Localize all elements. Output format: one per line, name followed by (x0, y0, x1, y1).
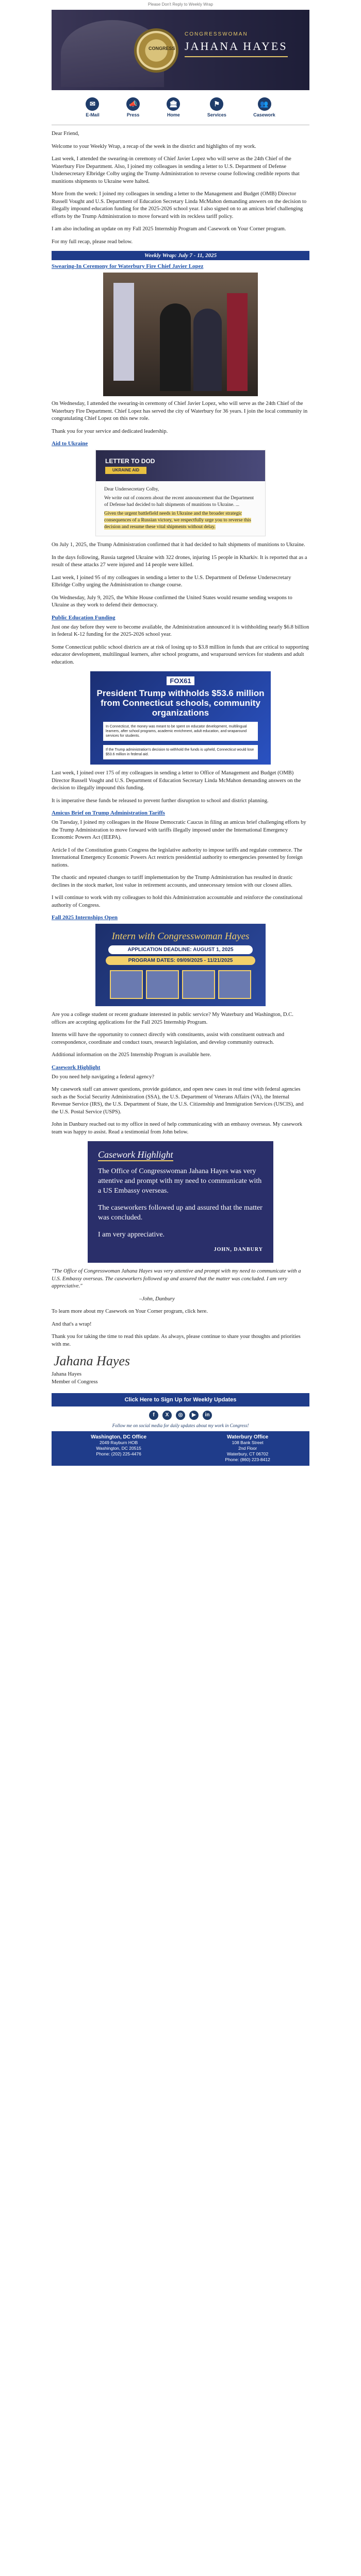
edu-p3: Last week, I joined over 175 of my colleagues in sending a letter to Office of Management and Budget (OMB) Director Russell Vought and U.S. Department of Education Secretary Linda McMahon demanding answers on the decision to illegally impound this funding. (52, 770, 301, 791)
people-icon: 👥 (258, 97, 271, 111)
casework-card-q2: The caseworkers followed up and assured that the matter was concluded. (98, 1204, 262, 1222)
intern-script: Intern with Congresswoman Hayes (111, 931, 250, 942)
intern-photo (146, 970, 179, 999)
casework-quote: "The Office of Congresswoman Jahana Hayes was very attentive and prompt with my need to communicate with a U.S. Embassy overseas. The caseworkers followed up and assured that the matter was concluded. I am very appreciative." (52, 1268, 301, 1289)
office-dc: Washington, DC Office 2049 Rayburn HOB Washington, DC 20515 Phone: (202) 225-4476 (91, 1434, 147, 1456)
intro-p2: Last week, I attended the swearing-in ceremony of Chief Javier Lopez who will serve as the 24th Chief of the Waterbury Fire Department. Also, I joined my colleagues in sending a letter to U.S. Department of Defense Undersecretary Elbridge Colby urging the Trump Administration to reverse course following credible reports that munitions shipments to Ukraine were halted. (52, 156, 300, 184)
nav-press[interactable]: 📣 Press (126, 97, 140, 117)
letter-salutation: Dear Undersecretary Colby, (104, 487, 159, 492)
casework-card-q1: The Office of Congresswoman Jahana Hayes was very attentive and prompt with my need to communicate with a US Embassy overseas. (98, 1167, 262, 1195)
swearing-in-photo (103, 273, 258, 396)
case-p2: My casework staff can answer questions, provide guidance, and open new cases in real time with federal agencies such as the Social Security Administration (SSA), the U.S. Department of Veterans Affairs (VA), the Internal Revenue Service (IRS), the U.S. Department of State, the U.S. Citizenship and Immigration Services (USCIS), and the U.S. Postal Service (USPS). (52, 1087, 304, 1115)
letter-head: LETTER TO DOD (105, 457, 155, 465)
nav-icons (52, 90, 309, 121)
intern-dates: PROGRAM DATES: 09/09/2025 - 11/21/2025 (106, 956, 255, 965)
facebook-icon[interactable]: f (149, 1411, 158, 1420)
instagram-icon[interactable]: ◎ (176, 1411, 185, 1420)
case-p5: And that's a wrap! (52, 1321, 92, 1327)
fox61-sub-1: In Connecticut, the money was meant to be spent on educator development, multilingual learners, after school programs, academic enrichment, adult education, and wraparound services for students. (103, 722, 258, 741)
signoff-name: Jahana Hayes (52, 1371, 81, 1377)
fire-p2: Thank you for your service and dedicated leadership. (52, 428, 168, 434)
office-waterbury: Waterbury Office 108 Bank Street 2nd Floor Waterbury, CT 06702 Phone: (860) 223-8412 (225, 1434, 270, 1462)
intern-p2: Interns will have the opportunity to connect directly with constituents, assist with constituent outreach and correspondence, coordinate and conduct tours, research legislation, and develop community outreach. (52, 1032, 285, 1045)
ukraine-letter-image (95, 450, 266, 536)
flag-icon: ⚑ (210, 97, 223, 111)
intro-p4: I am also including an update on my Fall 2025 Internship Program and Casework on Your Corner program. (52, 226, 286, 232)
case-p3: John in Danbury reached out to my office in need of help communicating with an embassy overseas. My casework team was happy to assist. Read a testimonial from John below. (52, 1122, 303, 1135)
week-bar: Weekly Wrap: July 7 - 11, 2025 (52, 251, 309, 260)
section-title-internships[interactable]: Fall 2025 Internships Open (52, 914, 118, 921)
signoff-title: Member of Congress (52, 1379, 98, 1385)
letter-highlight: Given the urgent battlefield needs in Ukraine and the broader strategic consequences of a Russian victory, we respectfully urge you to reverse this decision and resume these vital shipments without delay. (104, 511, 251, 530)
intern-p3[interactable]: Additional information on the 2025 Internship Program is available here. (52, 1052, 211, 1058)
fox61-headline: President Trump withholds $53.6 million from Connecticut schools, community organizations (96, 688, 265, 718)
intro-p5: For my full recap, please read below. (52, 239, 133, 245)
nav-casework[interactable]: 👥 Casework (253, 97, 275, 117)
letter-tag: UKRAINE AID (105, 467, 146, 474)
casework-card (88, 1141, 273, 1263)
internship-graphic (95, 924, 266, 1006)
casework-card-attr: JOHN, DANBURY (214, 1247, 263, 1252)
x-icon[interactable]: X (162, 1411, 172, 1420)
intern-photo (110, 970, 143, 999)
seal-label: CONGRESS (149, 46, 175, 51)
banner-subtitle: CONGRESSWOMAN (185, 31, 248, 37)
intern-deadline: APPLICATION DEADLINE: AUGUST 1, 2025 (108, 945, 253, 954)
intro-p3: More from the week: I joined my colleagues in sending a letter to the Management and Budget (OMB) Director Russell Vought and U.S. Department of Education Secretary Linda McMahon demanding answers on the decision to illegally impound education funding for the 2025-2026 school year. I also signed on to an amicus brief challenging efforts by the Trump Administration to move forward with its reckless tariff policy. (52, 191, 307, 219)
signup-button[interactable]: Click Here to Sign Up for Weekly Updates (52, 1393, 309, 1406)
linkedin-icon[interactable]: in (203, 1411, 212, 1420)
case-p4[interactable]: To learn more about my Casework on Your Corner program, click here. (52, 1309, 208, 1314)
intern-photo (218, 970, 251, 999)
nav-home[interactable]: 🏛 Home (167, 97, 180, 117)
capitol-seal-icon: 🏛 (167, 97, 180, 111)
section-title-casework[interactable]: Casework Highlight (52, 1064, 101, 1071)
casework-quote-attr: –John, Danbury (139, 1296, 175, 1302)
offices-footer (52, 1431, 309, 1466)
intro-p1: Welcome to your Weekly Wrap, a recap of the week in the district and highlights of my work. (52, 143, 256, 149)
ukraine-p4: On Wednesday, July 9, 2025, the White House confirmed the United States would resume sending weapons to Ukraine as they work to defend their democracy. (52, 595, 292, 608)
ukraine-p2: In the days following, Russia targeted Ukraine with 322 drones, injuring 15 people in Kharkiv. It is reported that as a result of these attacks 27 were injured and 14 people were killed. (52, 554, 307, 568)
edu-p4: It is imperative these funds be released to prevent further disruption to school and district planning. (52, 798, 269, 804)
edu-p2: Some Connecticut public school districts are at risk of losing up to $3.8 million in funds that are critical to supporting educator development, multilingual learners, after school programs, and wraparound services for students and adult education. (52, 644, 309, 665)
case-p1: Do you need help navigating a federal agency? (52, 1074, 155, 1080)
header-banner (52, 10, 309, 90)
letter-body: We write out of concern about the recent announcement that the Department of Defense had decided to halt shipments of munitions to Ukraine. ... (104, 496, 254, 507)
banner-rule (185, 56, 288, 57)
ukraine-p3: Last week, I joined 95 of my colleagues in sending a letter to the U.S. Department of Defense Undersecretary Elbridge Colby urging the Administration to change course. (52, 574, 291, 588)
envelope-icon: ✉ (86, 97, 99, 111)
case-p6: Thank you for taking the time to read this update. As always, please continue to share your thoughts and priorities with me. (52, 1334, 301, 1347)
fox61-news-image (90, 671, 271, 765)
casework-card-title: Casework Highlight (98, 1149, 173, 1161)
follow-text: Follow me on social media for daily updates about my work in Congress! (112, 1423, 249, 1428)
tariff-p4: I will continue to work with my colleagues to hold this Administration accountable and reinforce the constitutional authority of Congress. (52, 895, 303, 908)
greeting: Dear Friend, (52, 131, 79, 137)
fox61-sub-2: If the Trump administration's decision to withhold the funds is upheld, Connecticut would lose $53.6 million in federal aid. (103, 745, 258, 759)
intern-photo (182, 970, 215, 999)
ukraine-p1: On July 1, 2025, the Trump Administration confirmed that it had decided to halt shipments of munitions to Ukraine. (52, 542, 305, 548)
youtube-icon[interactable]: ▶ (189, 1411, 199, 1420)
nav-services[interactable]: ⚑ Services (207, 97, 226, 117)
edu-p1: Just one day before they were to become available, the Administration announced it is withholding nearly $6.8 billion in federal K-12 funding for the 2025-2026 school year. (52, 624, 309, 637)
intern-p1: Are you a college student or recent graduate interested in public service? My Waterbury and Washington, D.C. offices are accepting applications for the Fall 2025 Internship Program. (52, 1012, 293, 1025)
megaphone-icon: 📣 (126, 97, 140, 111)
social-icons (52, 1411, 309, 1420)
section-title-education[interactable]: Public Education Funding (52, 614, 116, 621)
fire-p1: On Wednesday, I attended the swearing-in ceremony of Chief Javier Lopez, who will serve as the 24th Chief of the Waterbury Fire Department. Chief Lopez has served the city of Waterbury for 36 years. I join the local community in congratulating Chief Lopez on this new role. (52, 401, 308, 421)
tariff-p2: Article I of the Constitution grants Congress the legislative authority to impose tariffs and regulate commerce. The International Emergency Economic Powers Act restricts presidential authority to emergencies presented by foreign nations. (52, 847, 303, 868)
banner-name: JAHANA HAYES (185, 40, 288, 53)
email-container (52, 0, 309, 1466)
section-title-fire-chief[interactable]: Swearing-In Ceremony for Waterbury Fire Chief Javier Lopez (52, 263, 204, 269)
tariff-p1: On Tuesday, I joined my colleagues in the House Democratic Caucus in filing an amicus brief challenging efforts by the Trump Administration to move forward with tariffs illegally imposed under the International Emergency Economic Powers Act (IEEPA). (52, 820, 306, 840)
section-title-ukraine[interactable]: Aid to Ukraine (52, 440, 88, 447)
tariff-p3: The chaotic and repeated changes to tariff implementation by the Trump Administration has resulted in drastic declines in the stock market, lost value in retirement accounts, and unnecessary tension with our closest allies. (52, 875, 293, 888)
section-title-tariffs[interactable]: Amicus Brief on Trump Administration Tariffs (52, 810, 165, 816)
preheader[interactable]: Please Don't Reply to Weekly Wrap (147, 2, 214, 7)
fox61-logo: FOX61 (167, 676, 194, 685)
signature: Jahana Hayes (54, 1353, 130, 1368)
casework-card-q3: I am very appreciative. (98, 1231, 165, 1239)
nav-email[interactable]: ✉ E-Mail (86, 97, 100, 117)
